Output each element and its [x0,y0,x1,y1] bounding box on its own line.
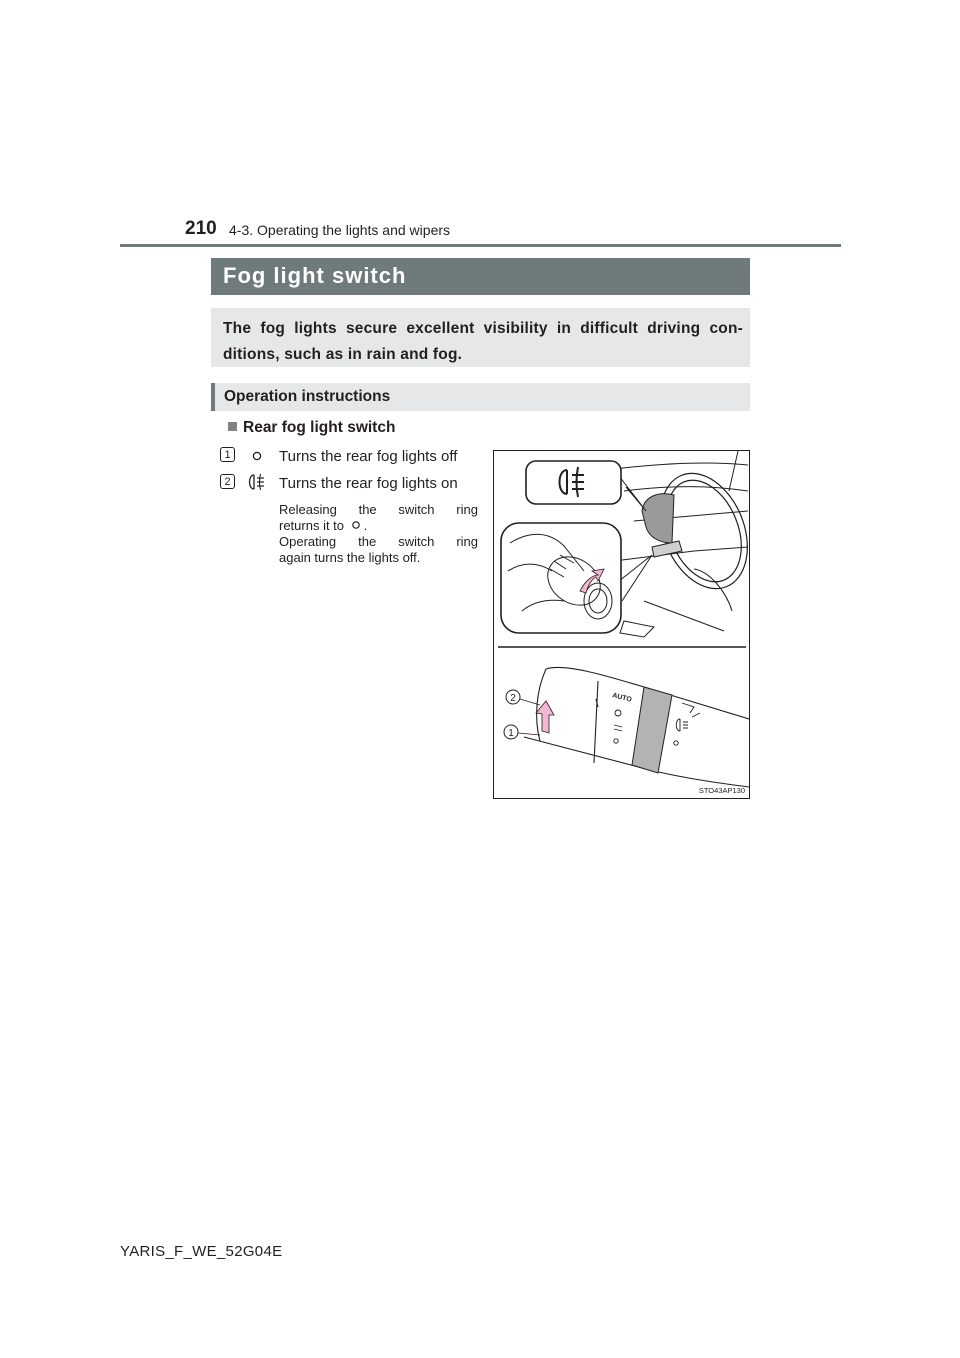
step-number-2: 2 [220,474,235,489]
lever-body [524,667,749,787]
switch-ring [632,687,672,773]
header-rule [120,244,841,247]
section-title: Fog light switch [223,263,407,288]
note-line-2 [279,518,478,534]
intro-box [211,308,750,367]
page-number: 210 [185,218,217,239]
off-position-icon [250,449,264,463]
note-line-1: Releasing the switch ring [279,502,478,517]
instrument-cluster [642,494,674,543]
callout-1-label: 1 [508,728,514,739]
note-line-3: Operating the switch ring [279,534,478,549]
step-number-1: 1 [220,447,235,462]
push-arrow-icon [536,701,554,733]
step-1-text: Turns the rear fog lights off [279,448,458,465]
subheading [228,419,395,437]
footer-code: YARIS_F_WE_52G04E [120,1243,283,1260]
rear-fog-light-icon [245,473,267,491]
square-bullet-icon [228,422,237,431]
subheading-text: Rear fog light switch [243,419,396,436]
illustration [493,450,750,799]
note-line-4: again turns the lights off. [279,550,421,565]
dashboard-lines [614,451,748,637]
note [279,502,478,566]
off-position-icon [348,519,364,531]
callout-2-label: 2 [510,693,516,704]
illustration-id: STO43AP130 [698,786,745,795]
operation-banner [211,383,750,411]
lever-auto-label: AUTO [611,692,633,704]
step-2-text: Turns the rear fog lights on [279,475,458,492]
hand-detail-frame [501,523,621,633]
note-line-2-suffix: . [363,518,368,533]
section-path: 4-3. Operating the lights and wipers [229,222,451,238]
operation-title: Operation instructions [224,388,391,405]
section-banner [211,258,750,295]
intro-text: The fog lights secure excellent visibility in difficult driving con-ditions, such as in rain and fog. [223,320,743,363]
note-line-2-prefix: returns it to [279,518,345,533]
illustration-drawing [494,451,749,798]
